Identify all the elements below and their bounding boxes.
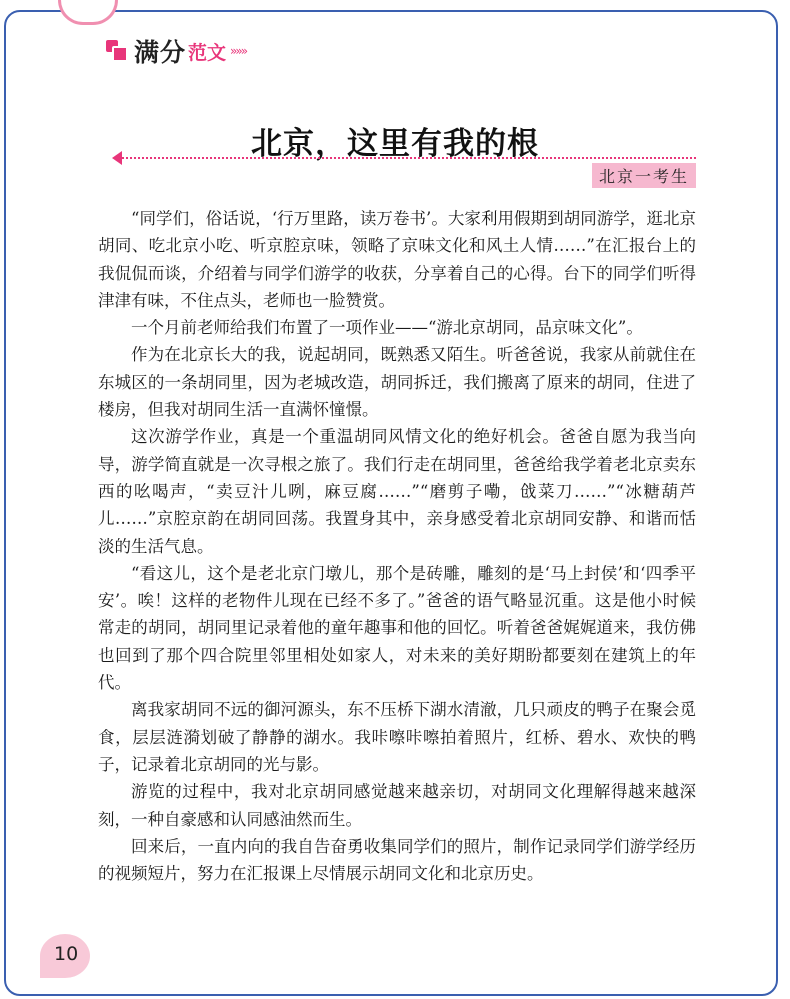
- chevron-right-icon: »»»: [230, 44, 247, 58]
- essay-body: [98, 205, 696, 887]
- paragraph: 回来后，一直内向的我自告奋勇收集同学们的照片，制作记录同学们游学经历的视频短片，努力在汇报课上尽情展示胡同文化和北京历史。: [98, 836, 696, 884]
- author-badge: 北京一考生: [592, 163, 696, 188]
- paragraph: 一个月前老师给我们布置了一项作业——“游北京胡同，品京味文化”。: [131, 318, 643, 338]
- paragraph: 离我家胡同不远的御河源头，东不压桥下湖水清澈，几只顽皮的鸭子在聚会觅食，层层涟漪划破了静静的湖水。我咔嚓咔嚓拍着照片，红桥、碧水、欢快的鸭子，记录着北京胡同的光与影。: [98, 700, 696, 774]
- page-number-badge: [40, 934, 90, 978]
- paragraph: 这次游学作业，真是一个重温胡同风情文化的绝好机会。爸爸自愿为我当向导，游学简直就是一次寻根之旅了。我们行走在胡同里，爸爸给我学着老北京卖东西的吆喝声，“卖豆汁儿咧，麻豆腐……”“磨剪子嘞，戗菜刀……”“冰糖葫芦儿……”京腔京韵在胡同回荡。我置身其中，亲身感受着北京胡同安静、和谐而恬淡的生活气息。: [98, 427, 696, 556]
- section-title-sub: 范文: [188, 41, 227, 64]
- title-divider: [118, 157, 696, 159]
- paragraph: 游览的过程中，我对北京胡同感觉越来越亲切，对胡同文化理解得越来越深刻，一种自豪感和认同感油然而生。: [98, 782, 696, 829]
- section-title-main: 满分: [134, 38, 187, 67]
- section-logo-icon: [106, 40, 128, 62]
- paragraph: 作为在北京长大的我，说起胡同，既熟悉又陌生。听爸爸说，我家从前就住在东城区的一条胡同里，因为老城改造，胡同拆迁，我们搬离了原来的胡同，住进了楼房，但我对胡同生活一直满怀憧憬。: [98, 345, 696, 420]
- essay-title: 北京，这里有我的根: [251, 126, 539, 162]
- paragraph: “同学们，俗话说，‘行万里路，读万卷书’。大家利用假期到胡同游学，逛北京胡同、吃北京小吃、听京腔京味，领略了京味文化和风土人情……”在汇报台上的我侃侃而谈，介绍着与同学们游学的收获，分享着自己的心得。台下的同学们听得津津有味，不住点头，老师也一脸赞赏。: [98, 209, 696, 310]
- paragraph: “看这儿，这个是老北京门墩儿，那个是砖雕，雕刻的是‘马上封侯’和‘四季平安’。唉！这样的老物件儿现在已经不多了。”爸爸的语气略显沉重。这是他小时候常走的胡同，胡同里记录着他的童年趣事和他的回忆。听着爸爸娓娓道来，我仿佛也回到了那个四合院里邻里相处如家人，对未来的美好期盼都要刻在建筑上的年代。: [98, 563, 696, 693]
- page-number: 10: [54, 943, 79, 965]
- section-header: [106, 36, 246, 66]
